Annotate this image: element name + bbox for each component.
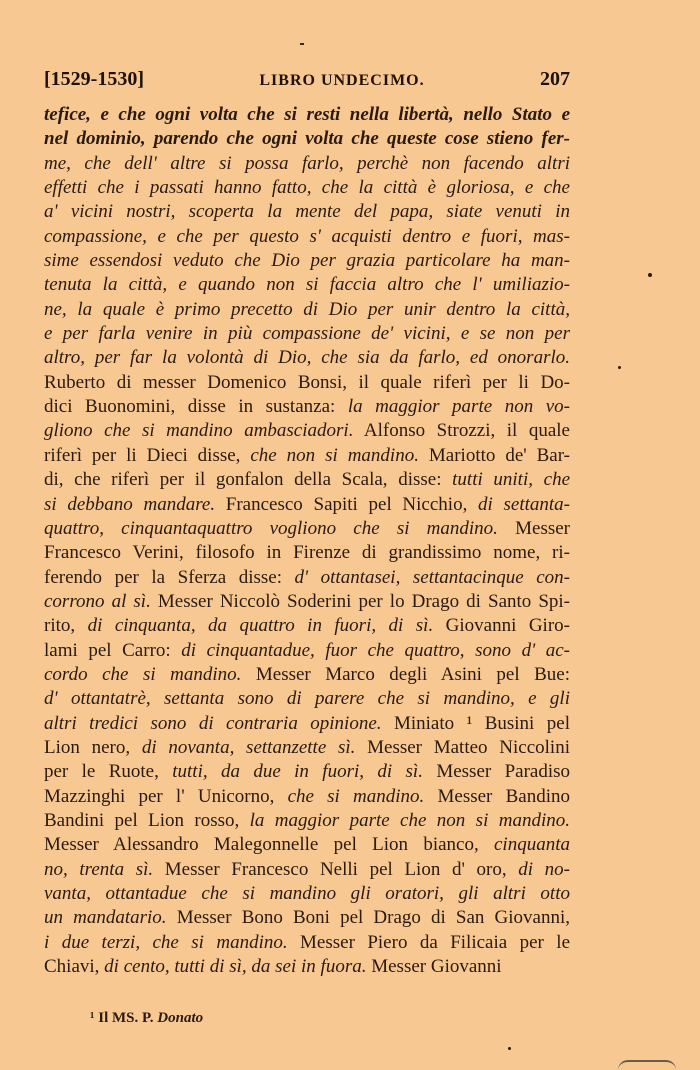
italic-segment: che non si mandino.: [250, 444, 419, 466]
text-line: [44, 200, 570, 224]
text-line: [44, 906, 570, 930]
text-segment: ferendo per la Sferza disse:: [44, 566, 295, 588]
text-line: [44, 419, 570, 443]
text-line: [44, 639, 570, 663]
italic-segment: cinquanta: [494, 834, 570, 856]
text-line: [44, 493, 570, 517]
text-segment: Chiavi,: [44, 956, 105, 978]
italic-segment: ne, la quale è primo precetto di Dio per unir dentro la città,: [44, 298, 570, 320]
text-segment: Francesco Sapiti pel Nicchio,: [215, 493, 479, 515]
italic-segment: sime essendosi veduto che Dio per grazia particolare ha man-: [44, 250, 570, 272]
text-segment: lami pel Carro:: [44, 639, 182, 661]
text-line: [44, 103, 570, 127]
text-segment: Messer: [497, 517, 570, 539]
italic-segment: a' vicini nostri, scoperta la mente del papa, siate venuti in: [44, 201, 570, 223]
italic-segment: gliono che si mandino ambasciadori.: [44, 420, 354, 442]
scan-watermark-fragment: [618, 1060, 676, 1070]
ink-speck: [648, 273, 652, 277]
ink-speck: [618, 366, 621, 369]
text-segment: Giovanni Giro-: [433, 615, 570, 637]
italic-segment: di cento, tutti di sì, da sei in fuora.: [104, 956, 367, 978]
text-line: [44, 614, 570, 638]
italic-segment: tutti, da due in fuori, di sì.: [172, 761, 423, 783]
italic-segment: e per farla venire in più compassione de' vicini, e se non per: [44, 323, 570, 345]
text-line: [44, 760, 570, 784]
text-line: [44, 833, 570, 857]
text-segment: Messer Marco degli Asini pel Bue:: [241, 663, 570, 685]
text-segment: rito,: [44, 615, 88, 637]
italic-segment: un mandatario.: [44, 907, 167, 929]
text-line: [44, 517, 570, 541]
text-line: [44, 882, 570, 906]
text-segment: Messer Bandino: [424, 785, 570, 807]
text-line: [44, 712, 570, 736]
text-segment: per le Ruote,: [44, 761, 173, 783]
italic-segment: tenuta la città, e quando non si faccia altro che l' umiliazio-: [44, 274, 570, 296]
text-line: [44, 663, 570, 687]
text-segment: riferì per li Dieci disse,: [44, 444, 251, 466]
italic-segment: di novanta, settanzette sì.: [141, 736, 356, 758]
text-line: [44, 225, 570, 249]
italic-segment: vanta, ottantadue che si mandino gli oratori, gli altri otto: [44, 883, 570, 904]
italic-segment: la maggior parte che non si mandino.: [249, 809, 570, 831]
text-line: [44, 566, 570, 590]
page-number: 207: [540, 68, 570, 90]
footnote-marker: ¹: [90, 1010, 95, 1026]
italic-segment: altro, per far la volontà di Dio, che sia da farlo, ed onorarlo.: [44, 347, 570, 369]
text-line: [44, 858, 570, 882]
body-text: [44, 103, 570, 979]
text-line: [44, 541, 570, 565]
footnote-name: Donato: [157, 1010, 204, 1026]
italic-segment: che si mandino.: [287, 785, 425, 807]
text-line: [44, 371, 570, 395]
text-line: [44, 809, 570, 833]
text-segment: Messer Giovanni: [366, 956, 502, 978]
italic-segment: di cinquanta, da quattro in fuori, di sì.: [87, 615, 434, 637]
text-line: [44, 687, 570, 711]
text-line: [44, 176, 570, 200]
text-line: [44, 322, 570, 346]
text-line: [44, 590, 570, 614]
text-line: [44, 127, 570, 151]
text-line: [44, 395, 570, 419]
text-line: [44, 298, 570, 322]
text-segment: Messer Matteo Niccolini: [355, 736, 570, 758]
text-segment: Messer Bono Boni pel Drago di San Giovanni,: [166, 907, 570, 929]
italic-segment: cordo che si mandino.: [44, 663, 242, 685]
text-line: [44, 931, 570, 955]
italic-segment: d' ottantatrè, settanta sono di parere che si mandino, e gli: [44, 688, 570, 710]
text-segment: Miniato ¹ Busini pel: [381, 712, 570, 734]
italic-segment: tutti uniti, che: [452, 469, 570, 491]
italic-segment: compassione, e che per questo s' acquisti dentro e fuori, mas-: [44, 225, 570, 247]
italic-segment: i due terzi, che si mandino.: [44, 931, 288, 953]
text-line: [44, 468, 570, 492]
italic-segment: la maggior parte non vo-: [347, 396, 570, 418]
italic-segment: di no-: [518, 858, 570, 880]
text-segment: Alfonso Strozzi, il quale: [353, 420, 570, 442]
text-line: [44, 785, 570, 809]
italic-segment: di settanta-: [478, 493, 570, 515]
italic-segment: di cinquantadue, fuor che quattro, sono d' ac-: [181, 639, 570, 661]
text-segment: Messer Paradiso: [422, 761, 570, 783]
italic-segment: effetti che i passati hanno fatto, che la città è gloriosa, e che: [44, 177, 570, 199]
text-line: [44, 444, 570, 468]
italic-segment: d' ottantasei, settantacinque con-: [294, 566, 570, 588]
text-line: [44, 955, 570, 979]
text-segment: Ruberto di messer Domenico Bonsi, il quale riferì per li Do-: [44, 371, 570, 393]
running-header: [44, 68, 570, 94]
footnote-prefix: Il MS. P.: [98, 1010, 154, 1026]
text-segment: Messer Niccolò Soderini per lo Drago di Santo Spi-: [150, 590, 570, 612]
header-years: [1529-1530]: [44, 68, 144, 90]
text-segment: Lion nero,: [44, 736, 142, 758]
italic-segment: no, trenta sì.: [44, 858, 154, 880]
text-line: [44, 152, 570, 176]
italic-segment: quattro, cinquantaquattro vogliono che si mandino.: [44, 517, 498, 539]
italic-segment: altri tredici sono di contraria opinione.: [44, 712, 382, 734]
italic-segment: tefice, e che ogni volta che si resti nella libertà, nello Stato e: [44, 104, 570, 125]
text-line: [44, 346, 570, 370]
text-line: [44, 736, 570, 760]
header-title: LIBRO UNDECIMO.: [259, 72, 425, 89]
text-segment: Mariotto de' Bar-: [418, 444, 570, 466]
text-segment: Messer Francesco Nelli pel Lion d' oro,: [153, 858, 519, 880]
italic-segment: corrono al sì.: [44, 590, 151, 612]
ink-speck: [508, 1047, 511, 1050]
text-segment: Mazzinghi per l' Unicorno,: [44, 785, 288, 807]
italic-segment: si debbano mandare.: [44, 493, 216, 515]
footnote: [90, 1010, 203, 1027]
text-line: [44, 273, 570, 297]
text-segment: di, che riferì per il gonfalon della Scala, disse:: [44, 469, 453, 491]
text-segment: Messer Alessandro Malegonnelle pel Lion bianco,: [44, 834, 494, 856]
text-line: [44, 249, 570, 273]
text-segment: Messer Piero da Filicaia per le: [287, 931, 570, 953]
italic-segment: me, che dell' altre si possa farlo, perchè non facendo altri: [44, 152, 570, 174]
print-mark: [300, 43, 304, 45]
text-segment: Bandini pel Lion rosso,: [44, 809, 250, 831]
text-segment: dici Buonomini, disse in sustanza:: [44, 396, 348, 418]
text-segment: Francesco Verini, filosofo in Firenze di grandissimo nome, ri-: [44, 542, 570, 564]
italic-segment: nel dominio, parendo che ogni volta che queste cose stieno fer-: [44, 128, 570, 150]
